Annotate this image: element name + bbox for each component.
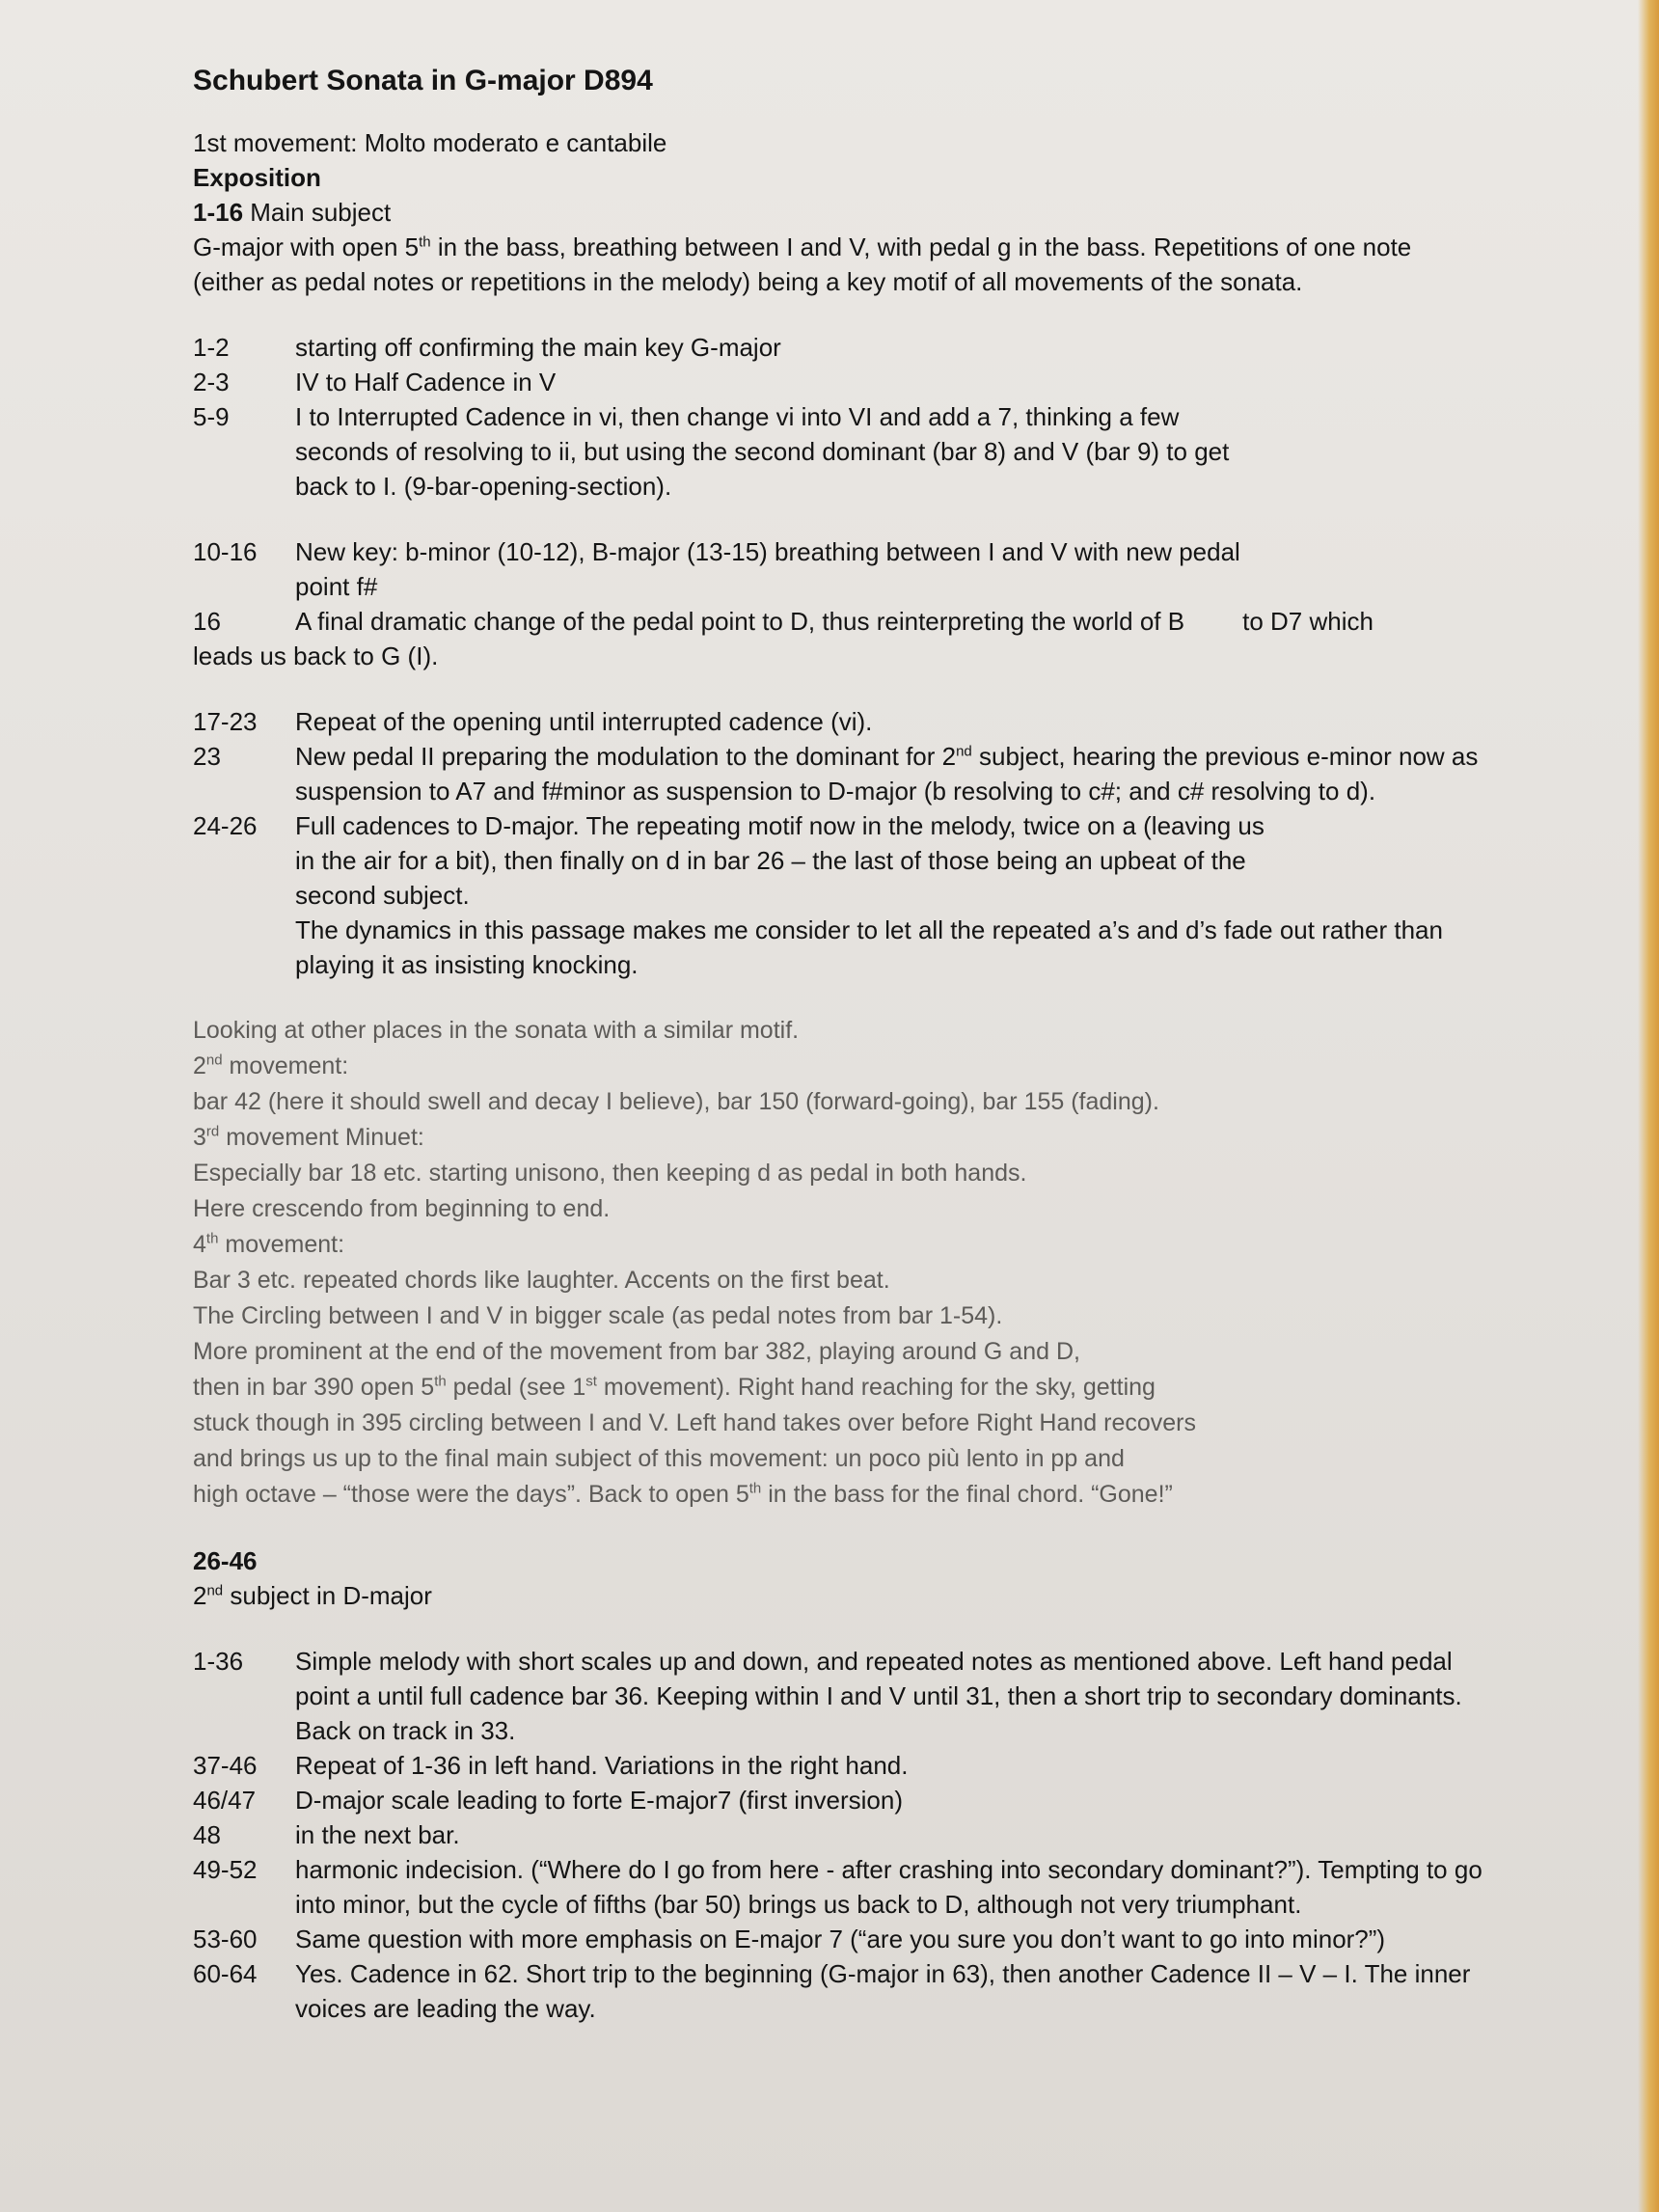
note-line: More prominent at the end of the movement from bar 382, playing around G and D, <box>193 1338 1080 1365</box>
bar-row <box>193 1748 1524 1783</box>
bar-text <box>295 604 1524 639</box>
bar-text <box>295 739 1482 808</box>
bar-row <box>193 1922 1524 1956</box>
bar-number: 24-26 <box>193 811 258 840</box>
bar-text: I to Interrupted Cadence in vi, then change vi into VI and add a 7, thinking a few seconds of resolving to ii, but using the second dominant (bar 8) and V (bar 9) to get back to I. (9-bar-opening-section). <box>295 402 1230 501</box>
second-subject-range: 26-46 <box>193 1546 258 1575</box>
bar-text: starting off confirming the main key G-major <box>295 333 781 362</box>
bar-text-part: to D7 which <box>1242 607 1373 636</box>
note-heading <box>193 1120 1524 1156</box>
heading-sup: nd <box>206 1582 224 1599</box>
main-subject-heading <box>193 195 1524 230</box>
bar-number: 1-2 <box>193 333 230 362</box>
bar-text <box>295 808 1524 982</box>
bar-text: Simple melody with short scales up and down, and repeated notes as mentioned above. Left hand pedal point a until full cadence bar 36. Keeping within I and V until 31, then a short trip to secondary dominants. Back on track in 33. <box>295 1647 1462 1745</box>
bar-text: Repeat of the opening until interrupted cadence (vi). <box>295 707 873 736</box>
heading-part: subject in D-major <box>223 1581 432 1610</box>
heading-part: 2 <box>193 1581 207 1610</box>
main-subject-description <box>193 230 1485 299</box>
bar-number: 53-60 <box>193 1925 258 1953</box>
bar-number: 2-3 <box>193 368 230 396</box>
bar-row <box>193 1852 1524 1922</box>
note-part: 3 <box>193 1124 206 1151</box>
bar-number: 48 <box>193 1820 221 1849</box>
bar-text-part: The dynamics in this passage makes me consider to let all the repeated a’s and d’s fade out rather than playing it as insisting knocking. <box>295 915 1443 979</box>
bar-row <box>193 704 1524 739</box>
bar-row <box>193 365 1524 399</box>
note-line: Here crescendo from beginning to end. <box>193 1195 611 1222</box>
bar-number: 37-46 <box>193 1751 258 1780</box>
bar-text-part: Full cadences to D-major. The repeating motif now in the melody, twice on a (leaving us in the air for a bit), then finally on d in bar 26 – the last of those being an upbeat of the second subject. <box>295 811 1265 910</box>
bar-text: harmonic indecision. (“Where do I go from here - after crashing into secondary dominant?”). Tempting to go into minor, but the cycle of fifths (bar 50) brings us back to D, although not very triumphant. <box>295 1855 1482 1919</box>
bar-number: 46/47 <box>193 1786 257 1815</box>
note-part: movement). Right hand reaching for the sky, getting <box>596 1374 1156 1401</box>
bar-row <box>193 1817 1524 1852</box>
note-heading <box>193 1227 1524 1263</box>
exposition-heading: Exposition <box>193 163 321 192</box>
second-subject-heading <box>193 1578 1524 1613</box>
note-sup: th <box>205 1230 219 1247</box>
note-part: pedal (see 1 <box>446 1374 586 1401</box>
note-line <box>193 1370 1524 1406</box>
note-line: Looking at other places in the sonata with a similar motif. <box>193 1017 800 1044</box>
note-heading <box>193 1049 1524 1084</box>
bar-continuation: leads us back to G (I). <box>193 642 439 670</box>
bar-number: 17-23 <box>193 707 258 736</box>
note-part: high octave – “those were the days”. Back to open 5 <box>193 1481 749 1508</box>
note-part: then in bar 390 open 5 <box>193 1374 435 1401</box>
bar-text: Yes. Cadence in 62. Short trip to the beginning (G-major in 63), then another Cadence II – V – I. The inner voices are leading the way. <box>295 1959 1471 2023</box>
bar-row <box>193 1956 1524 2026</box>
note-sup: st <box>585 1373 597 1390</box>
note-part: 4 <box>193 1231 206 1258</box>
bar-row <box>193 330 1524 365</box>
bar-number: 49-52 <box>193 1855 258 1884</box>
note-part: movement: <box>218 1231 345 1258</box>
main-subject-label: Main subject <box>243 198 392 227</box>
note-part: 2 <box>193 1052 206 1079</box>
bar-number: 23 <box>193 742 221 771</box>
note-sup: th <box>748 1480 762 1497</box>
document-body <box>193 58 1524 2026</box>
note-line <box>193 1477 1524 1513</box>
bar-row <box>193 604 1524 639</box>
bar-row <box>193 1644 1524 1748</box>
note-line: bar 42 (here it should swell and decay I believe), bar 150 (forward-going), bar 155 (fading). <box>193 1088 1159 1115</box>
bar-row <box>193 399 1524 504</box>
note-line: stuck though in 395 circling between I and V. Left hand takes over before Right Hand recovers <box>193 1409 1196 1436</box>
bar-text: Repeat of 1-36 in left hand. Variations in the right hand. <box>295 1751 909 1780</box>
main-subject-desc-a: G-major with open 5 <box>193 232 420 261</box>
bar-text: D-major scale leading to forte E-major7 (first inversion) <box>295 1786 903 1815</box>
bar-text-part: subject, hearing the previous e-minor now as suspension to A7 and f#minor as suspension to D-major (b resolving to c#; and c# resolving to d). <box>295 742 1479 806</box>
note-sup: rd <box>205 1123 220 1140</box>
bar-row <box>193 808 1524 982</box>
bar-row <box>193 534 1524 604</box>
main-subject-desc-b: in the bass, breathing between I and V, with pedal g in the bass. Repetitions of one note (either as pedal notes or repetitions in the melody) being a key motif of all movements of the sonata. <box>193 232 1412 296</box>
bar-number: 16 <box>193 607 221 636</box>
note-line: Especially bar 18 etc. starting unisono, then keeping d as pedal in both hands. <box>193 1160 1027 1187</box>
bar-row <box>193 1783 1524 1817</box>
bar-text-sup: nd <box>956 743 972 760</box>
other-places-notes <box>193 1013 1524 1513</box>
note-line: and brings us up to the final main subject of this movement: un poco più lento in pp and <box>193 1445 1125 1472</box>
main-subject-desc-sup: th <box>419 233 431 251</box>
bar-text: Same question with more emphasis on E-major 7 (“are you sure you don’t want to go into minor?”) <box>295 1925 1386 1953</box>
bar-number: 5-9 <box>193 402 230 431</box>
bar-number: 10-16 <box>193 537 258 566</box>
main-subject-range: 1-16 <box>193 198 244 227</box>
note-part: movement Minuet: <box>219 1124 424 1151</box>
note-line: The Circling between I and V in bigger scale (as pedal notes from bar 1-54). <box>193 1302 1003 1329</box>
bar-number: 60-64 <box>193 1959 258 1988</box>
bar-text: IV to Half Cadence in V <box>295 368 557 396</box>
bar-text-part: New pedal II preparing the modulation to the dominant for 2 <box>295 742 957 771</box>
note-sup: th <box>434 1373 447 1390</box>
movement-heading: 1st movement: Molto moderato e cantabile <box>193 128 667 157</box>
note-sup: nd <box>205 1051 223 1069</box>
bar-text: New key: b-minor (10-12), B-major (13-15) breathing between I and V with new pedal point f# <box>295 537 1240 601</box>
bar-number: 1-36 <box>193 1647 244 1676</box>
note-part: movement: <box>222 1052 349 1079</box>
bar-text: in the next bar. <box>295 1820 460 1849</box>
note-part: in the bass for the final chord. “Gone!” <box>761 1481 1173 1508</box>
bar-text-part: A final dramatic change of the pedal point to D, thus reinterpreting the world of B <box>295 607 1185 636</box>
document-title: Schubert Sonata in G-major D894 <box>193 65 653 96</box>
paper-edge <box>1638 0 1659 2212</box>
bar-row <box>193 739 1524 808</box>
note-line: Bar 3 etc. repeated chords like laughter. Accents on the first beat. <box>193 1267 890 1294</box>
